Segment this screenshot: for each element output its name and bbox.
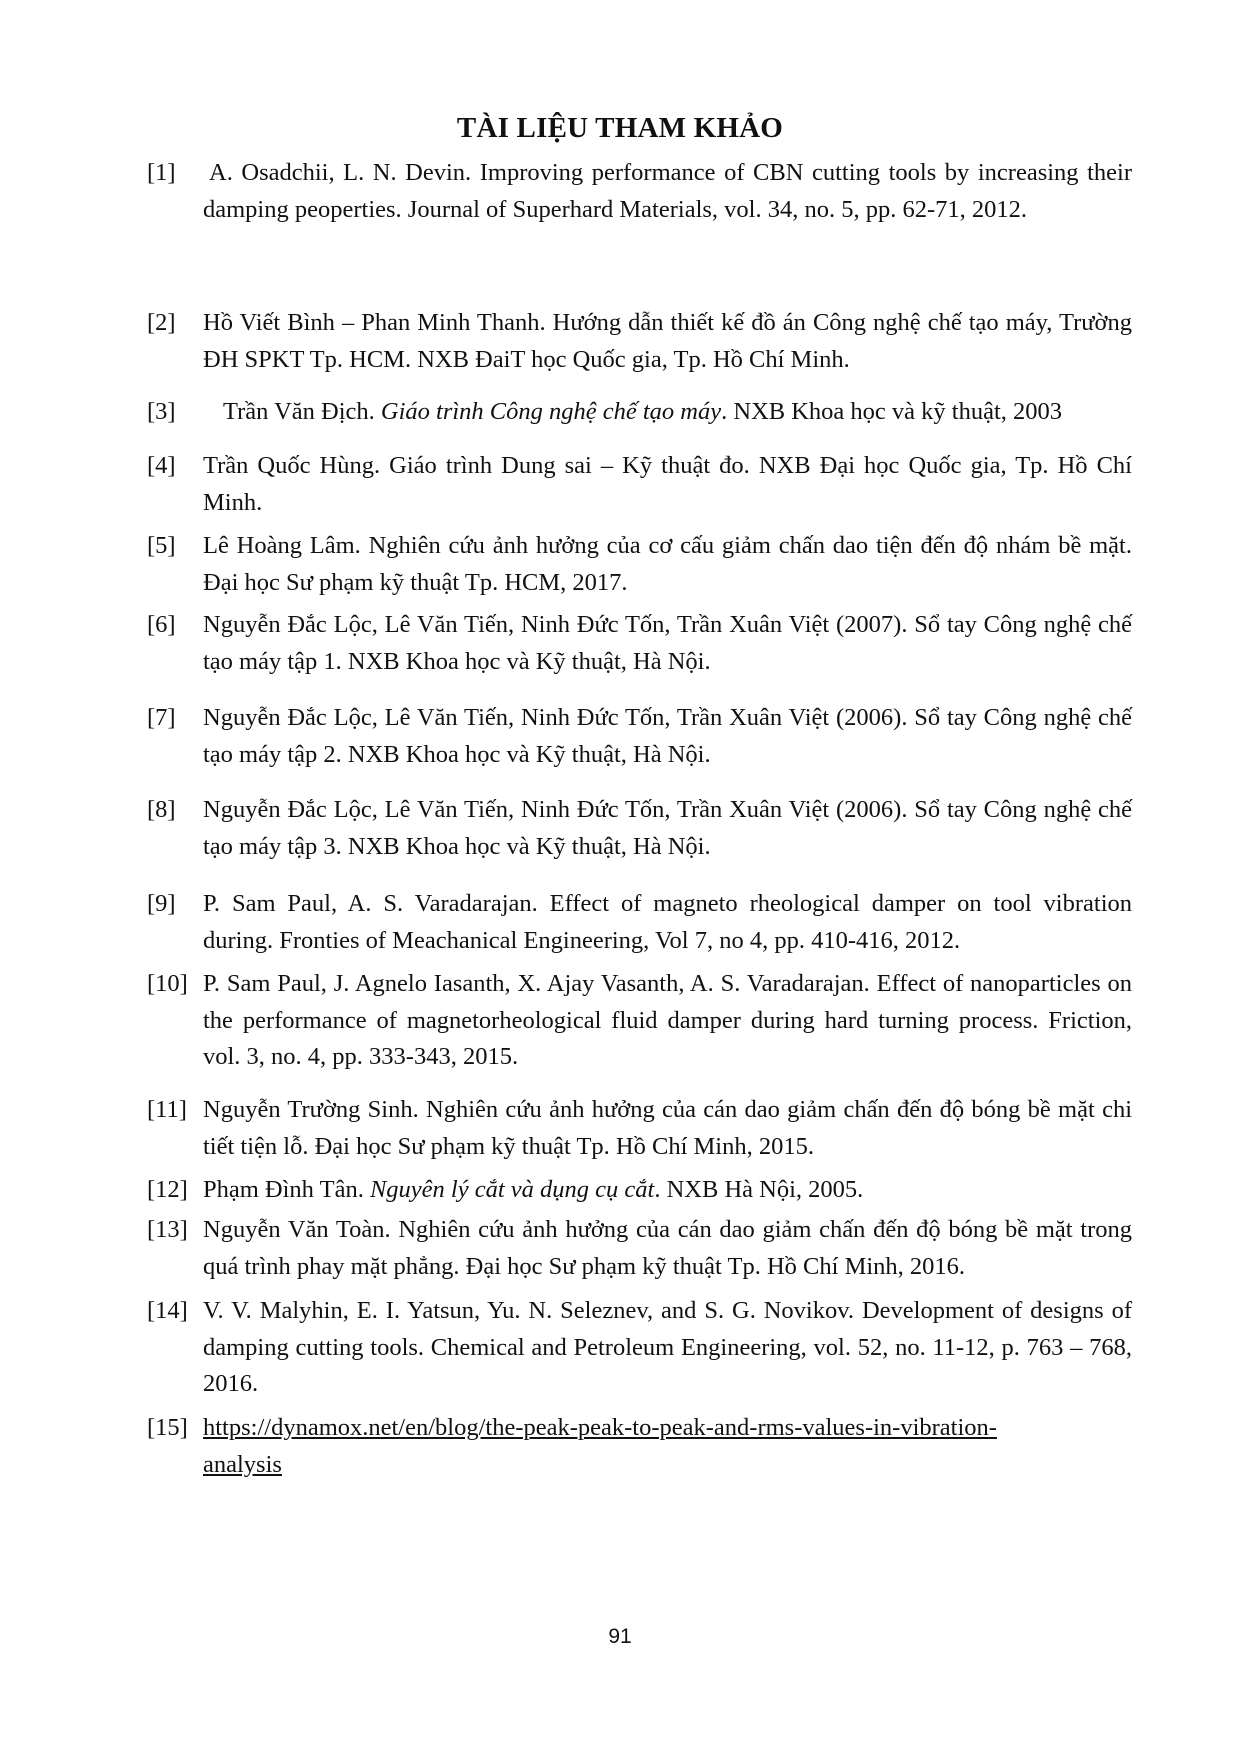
reference-number: [2] bbox=[147, 309, 176, 336]
reference-item-2 bbox=[147, 305, 1132, 378]
reference-text: V. V. Malyhin, E. I. Yatsun, Yu. N. Seleznev, and S. G. Novikov. Development of designs of damping cutting tools. Chemical and Petroleum Engineering, vol. 52, no. 11-12, p. 763 – 768, 2016. bbox=[203, 1297, 1132, 1397]
reference-text: Hồ Viết Bình – Phan Minh Thanh. Hướng dẫn thiết kế đồ án Công nghệ chế tạo máy, Trường ĐH SPKT Tp. HCM. NXB ĐaiT học Quốc gia, Tp. Hồ Chí Minh. bbox=[203, 309, 1132, 373]
reference-item-9 bbox=[147, 886, 1132, 959]
reference-number: [9] bbox=[147, 890, 176, 917]
reference-publisher: . NXB Khoa học và kỹ thuật, 2003 bbox=[721, 398, 1063, 425]
reference-item-1 bbox=[147, 155, 1132, 228]
reference-item-11 bbox=[147, 1092, 1132, 1165]
reference-text: Nguyễn Đắc Lộc, Lê Văn Tiến, Ninh Đức Tốn, Trần Xuân Việt (2006). Sổ tay Công nghệ chế tạo máy tập 3. NXB Khoa học và Kỹ thuật, Hà Nội. bbox=[203, 796, 1132, 860]
reference-author: Phạm Đình Tân. bbox=[203, 1176, 370, 1203]
reference-publisher: . NXB Hà Nội, 2005. bbox=[654, 1176, 864, 1203]
reference-text: Nguyễn Trường Sinh. Nghiên cứu ảnh hưởng của cán dao giảm chấn đến độ bóng bề mặt chi tiết tiện lỗ. Đại học Sư phạm kỹ thuật Tp. Hồ Chí Minh, 2015. bbox=[203, 1096, 1132, 1160]
reference-number: [3] bbox=[147, 398, 176, 425]
reference-item-8 bbox=[147, 792, 1132, 865]
reference-number: [11] bbox=[147, 1096, 187, 1123]
reference-book-title: Nguyên lý cắt và dụng cụ cắt bbox=[369, 1176, 655, 1203]
reference-number: [15] bbox=[147, 1414, 188, 1441]
reference-number: [6] bbox=[147, 611, 176, 638]
page-number: 91 bbox=[608, 1625, 632, 1648]
reference-link[interactable]: https://dynamox.net/en/blog/the-peak-peak-to-peak-and-rms-values-in-vibration- bbox=[203, 1414, 997, 1441]
reference-item-15 bbox=[147, 1410, 1132, 1483]
reference-number: [8] bbox=[147, 796, 176, 823]
reference-link-continuation[interactable]: analysis bbox=[203, 1450, 282, 1478]
reference-number: [5] bbox=[147, 532, 176, 559]
reference-number: [7] bbox=[147, 704, 176, 731]
reference-item-3 bbox=[147, 394, 1132, 431]
reference-text: A. Osadchii, L. N. Devin. Improving performance of CBN cutting tools by increasing their damping peoperties. Journal of Superhard Materials, vol. 34, no. 5, pp. 62-71, 2012. bbox=[203, 159, 1132, 223]
reference-number: [13] bbox=[147, 1216, 188, 1243]
reference-item-7 bbox=[147, 700, 1132, 773]
reference-text: Nguyễn Văn Toàn. Nghiên cứu ảnh hưởng của cán dao giảm chấn đến độ bóng bề mặt trong quá trình phay mặt phẳng. Đại học Sư phạm kỹ thuật Tp. Hồ Chí Minh, 2016. bbox=[203, 1216, 1132, 1280]
reference-item-12 bbox=[147, 1172, 1132, 1209]
reference-author: Trần Văn Địch. bbox=[223, 398, 381, 425]
reference-text: Nguyễn Đắc Lộc, Lê Văn Tiến, Ninh Đức Tốn, Trần Xuân Việt (2006). Sổ tay Công nghệ chế tạo máy tập 2. NXB Khoa học và Kỹ thuật, Hà Nội. bbox=[203, 704, 1132, 768]
reference-number: [12] bbox=[147, 1176, 188, 1203]
reference-item-14 bbox=[147, 1293, 1132, 1403]
reference-item-10 bbox=[147, 966, 1132, 1076]
reference-item-6 bbox=[147, 607, 1132, 680]
reference-number: [4] bbox=[147, 452, 176, 479]
reference-text: Trần Quốc Hùng. Giáo trình Dung sai – Kỹ thuật đo. NXB Đại học Quốc gia, Tp. Hồ Chí Minh. bbox=[203, 452, 1132, 516]
reference-item-13 bbox=[147, 1212, 1132, 1285]
reference-book-title: Giáo trình Công nghệ chế tạo máy bbox=[380, 398, 722, 425]
reference-link-block bbox=[203, 1410, 1132, 1483]
reference-text: Lê Hoàng Lâm. Nghiên cứu ảnh hưởng của cơ cấu giảm chấn dao tiện đến độ nhám bề mặt. Đại học Sư phạm kỹ thuật Tp. HCM, 2017. bbox=[203, 532, 1132, 596]
reference-number: [14] bbox=[147, 1297, 188, 1324]
reference-item-5 bbox=[147, 528, 1132, 601]
reference-text: P. Sam Paul, J. Agnelo Iasanth, X. Ajay Vasanth, A. S. Varadarajan. Effect of nanoparticles on the performance of magnetorheological fluid damper during hard turning process. Friction, vol. 3, no. 4, pp. 333-343, 2015. bbox=[203, 970, 1132, 1070]
reference-item-4 bbox=[147, 448, 1132, 521]
reference-text bbox=[203, 1172, 1132, 1209]
reference-number: [1] bbox=[147, 159, 176, 186]
reference-text: P. Sam Paul, A. S. Varadarajan. Effect of magneto rheological damper on tool vibration during. Fronties of Meachanical Engineering, Vol 7, no 4, pp. 410-416, 2012. bbox=[203, 890, 1132, 954]
page-title: TÀI LIỆU THAM KHẢO bbox=[456, 112, 784, 144]
reference-text: Nguyễn Đắc Lộc, Lê Văn Tiến, Ninh Đức Tốn, Trần Xuân Việt (2007). Sổ tay Công nghệ chế tạo máy tập 1. NXB Khoa học và Kỹ thuật, Hà Nội. bbox=[203, 611, 1132, 675]
reference-number: [10] bbox=[147, 970, 188, 997]
reference-text bbox=[203, 394, 1132, 431]
